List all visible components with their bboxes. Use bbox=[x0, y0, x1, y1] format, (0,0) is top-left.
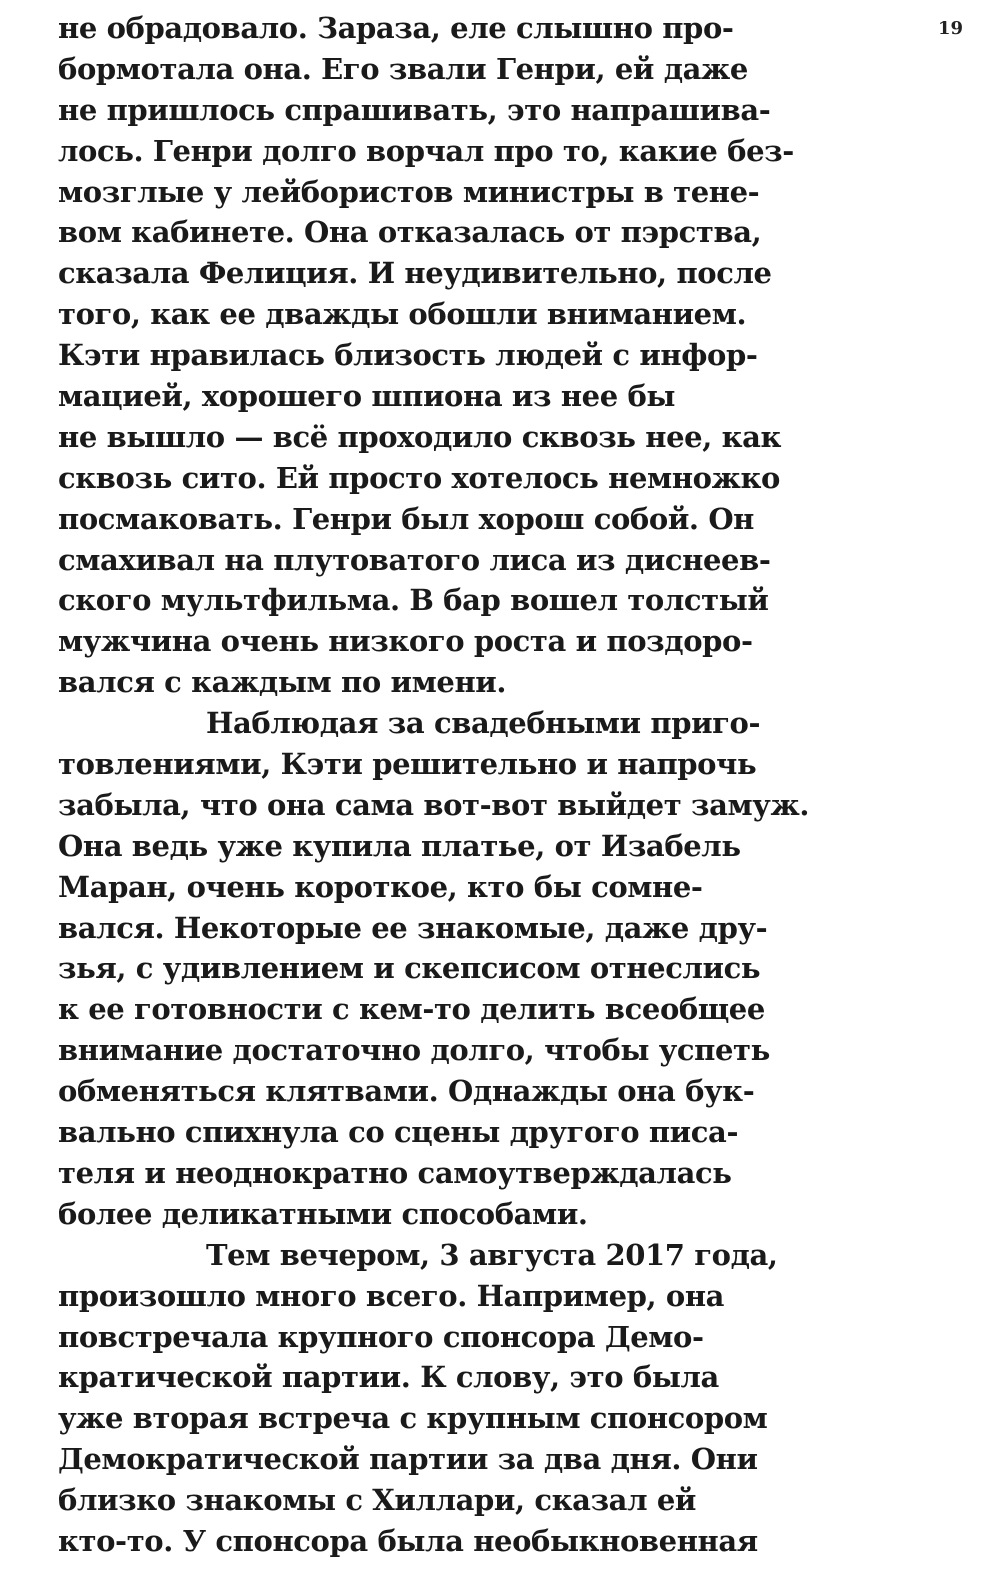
text-line: мацией, хорошего шпиона из нее бы bbox=[58, 379, 676, 414]
text-line: вом кабинете. Она отказалась от пэрства, bbox=[58, 215, 762, 250]
text-line: кратической партии. К слову, это была bbox=[58, 1360, 719, 1395]
text-line: кто-то. У спонсора была необыкновенная bbox=[58, 1523, 758, 1558]
text-line: произошло много всего. Например, она bbox=[58, 1278, 725, 1313]
text-line: вался с каждым по имени. bbox=[58, 665, 507, 700]
text-line: Она ведь уже купила платье, от Изабель bbox=[58, 828, 741, 863]
text-line: вально спихнула со сцены другого писа- bbox=[58, 1115, 739, 1150]
text-line: Тем вечером, 3 августа 2017 года, bbox=[206, 1237, 778, 1272]
text-line: теля и неоднократно самоутверждалась bbox=[58, 1155, 732, 1190]
text-line: лось. Генри долго ворчал про то, какие без- bbox=[58, 133, 794, 168]
text-line: забыла, что она сама вот-вот выйдет замуж. bbox=[58, 787, 810, 822]
page-number: 19 bbox=[938, 18, 964, 39]
text-line: обменяться клятвами. Однажды она бук- bbox=[58, 1074, 755, 1109]
text-line: внимание достаточно долго, чтобы успеть bbox=[58, 1033, 770, 1068]
text-line: Демократической партии за два дня. Они bbox=[58, 1442, 758, 1477]
text-line: сквозь сито. Ей просто хотелось немножко bbox=[58, 460, 780, 495]
text-line: уже вторая встреча с крупным спонсором bbox=[58, 1401, 768, 1436]
text-line: не обрадовало. Зараза, еле слышно про- bbox=[58, 11, 734, 45]
text-line: товлениями, Кэти решительно и напрочь bbox=[58, 747, 757, 782]
text-line: не пришлось спрашивать, это напрашива- bbox=[58, 92, 771, 127]
text-line: бормотала она. Его звали Генри, ей даже bbox=[58, 51, 748, 86]
text-line: смахивал на плутоватого лиса из диснеев- bbox=[58, 542, 771, 577]
text-line: вался. Некоторые ее знакомые, даже дру- bbox=[58, 910, 768, 945]
body-text bbox=[58, 8, 818, 1562]
text-line: сказала Фелиция. И неудивительно, после bbox=[58, 256, 772, 291]
text-line: не вышло — всё проходило сквозь нее, как bbox=[58, 419, 782, 454]
text-line: мозглые у лейбористов министры в тене- bbox=[58, 174, 760, 209]
text-line: к ее готовности с кем-то делить всеобщее bbox=[58, 992, 765, 1027]
text-line: ского мультфильма. В бар вошел толстый bbox=[58, 583, 769, 618]
text-line: того, как ее дважды обошли вниманием. bbox=[58, 297, 747, 332]
text-line: близко знакомы с Хиллари, сказал ей bbox=[58, 1483, 696, 1518]
text-line: Наблюдая за свадебными приго- bbox=[206, 706, 761, 741]
text-line: посмаковать. Генри был хорош собой. Он bbox=[58, 501, 755, 536]
text-line: повстречала крупного спонсора Демо- bbox=[58, 1319, 704, 1354]
text-line: зья, с удивлением и скепсисом отнеслись bbox=[58, 951, 761, 986]
text-line: мужчина очень низкого роста и поздоро- bbox=[58, 624, 753, 659]
text-line: Маран, очень короткое, кто бы сомне- bbox=[58, 869, 703, 904]
text-line: Кэти нравилась близость людей с инфор- bbox=[58, 338, 758, 373]
text-line: более деликатными способами. bbox=[58, 1196, 588, 1231]
